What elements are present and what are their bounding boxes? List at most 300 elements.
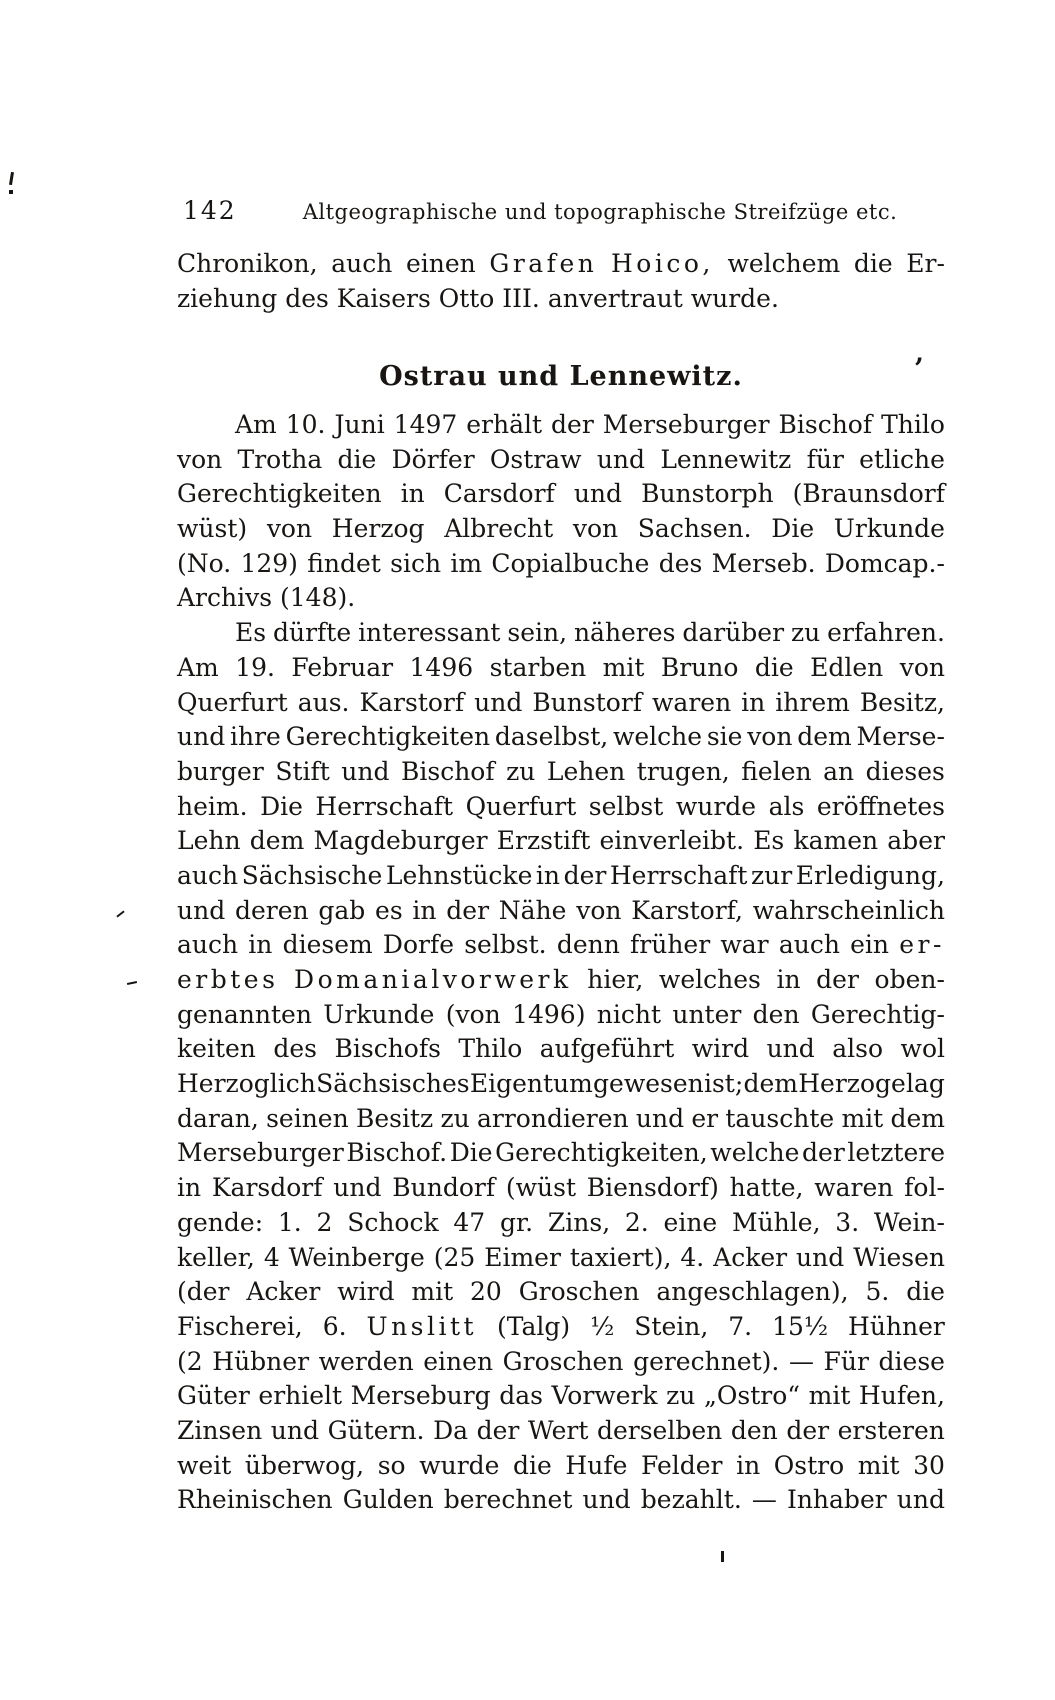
word: oben-	[874, 965, 945, 994]
text-line	[177, 963, 945, 998]
word: deren	[234, 895, 309, 925]
word: an	[823, 756, 855, 786]
text-line	[177, 616, 945, 651]
word: die	[337, 444, 377, 474]
scan-artifact-top-left-stroke	[9, 172, 14, 185]
word: der	[563, 860, 607, 890]
word: (Braunsdorf	[792, 479, 945, 509]
word: 30	[913, 1450, 945, 1480]
word: in	[776, 965, 801, 994]
word: 2.	[624, 1207, 649, 1237]
word: Lehen	[546, 756, 626, 786]
word: dürfte	[273, 618, 352, 648]
word: Urkunde	[833, 514, 945, 544]
word: dieses	[865, 756, 945, 786]
word: hatte,	[729, 1173, 804, 1203]
word: 47	[453, 1207, 486, 1237]
word: Ostraw	[489, 444, 582, 474]
text-line	[177, 1032, 945, 1067]
word: welche	[710, 1138, 800, 1168]
word: Bischof.	[346, 1138, 448, 1168]
word: dem	[890, 1103, 945, 1133]
word: mit	[411, 1277, 454, 1307]
word: welche	[612, 722, 703, 752]
word: aber	[887, 826, 945, 856]
text-line	[177, 1310, 945, 1345]
word: sich	[390, 548, 442, 578]
word: waren	[814, 1173, 894, 1203]
word: er	[691, 1103, 719, 1133]
word: zur	[751, 860, 793, 890]
text-line	[177, 894, 945, 929]
word: ersteren	[837, 1415, 945, 1445]
text-line	[177, 720, 945, 755]
text-line	[177, 1483, 945, 1518]
word: zu	[666, 1381, 696, 1411]
word: 2	[316, 1207, 333, 1237]
word: Vorwerk	[551, 1381, 658, 1411]
word: auch	[778, 930, 840, 960]
word: 1.	[277, 1207, 302, 1237]
text-line	[177, 1171, 945, 1206]
word: selbst	[588, 791, 664, 821]
text-line	[177, 651, 945, 686]
word: Sachsen.	[637, 514, 752, 544]
word: Inhaber	[786, 1485, 887, 1515]
word: Wiesen	[853, 1242, 945, 1272]
word: gab	[318, 895, 366, 925]
scan-artifact-left-margin-tick	[116, 910, 124, 917]
word: im	[450, 548, 483, 578]
word: auch	[177, 930, 239, 960]
word: fielen	[741, 756, 812, 786]
word: der	[476, 1415, 520, 1445]
word: daselbst,	[494, 722, 609, 752]
text-line	[177, 755, 945, 790]
text-line	[177, 686, 945, 721]
word: Bundorf	[392, 1173, 496, 1203]
word: Merseburger	[602, 410, 770, 439]
word: gr.	[499, 1207, 534, 1237]
word: findet	[307, 548, 381, 578]
word: ihre	[229, 722, 281, 752]
word: trugen,	[636, 756, 730, 786]
word: Domcap.-	[824, 548, 945, 578]
word: berechnet	[443, 1485, 573, 1515]
word: Merseburg	[350, 1381, 491, 1411]
text-line	[177, 1379, 945, 1414]
word: Karstorf	[359, 687, 465, 717]
word: war	[720, 930, 769, 960]
word: und	[474, 687, 523, 717]
word: 5.	[865, 1277, 890, 1307]
text-line	[177, 408, 945, 443]
word: diesem	[282, 930, 373, 960]
word: Groschen	[502, 1346, 624, 1376]
word: wird	[691, 1034, 750, 1064]
word: etliche	[859, 444, 945, 474]
word: darüber	[682, 618, 785, 648]
word: Bischof	[401, 756, 495, 786]
word: keller,	[177, 1242, 255, 1272]
word: Dörfer	[391, 444, 475, 474]
word: von	[572, 514, 619, 544]
word: von	[266, 514, 313, 544]
word: keiten	[177, 1034, 256, 1064]
word: Merseburger	[177, 1138, 344, 1168]
word: Hufe	[565, 1450, 628, 1480]
body-paragraphs	[177, 408, 945, 1518]
emphasized-word: erbtes	[177, 965, 279, 994]
word: Bunstorph	[641, 479, 774, 509]
word: der	[816, 965, 859, 994]
word: Die	[449, 1138, 493, 1168]
text-line	[177, 1275, 945, 1310]
word: sein,	[507, 618, 568, 648]
emphasized-word: Hoico,	[610, 249, 714, 278]
word: dem	[249, 826, 305, 856]
word: von	[576, 895, 622, 925]
word: auch	[177, 860, 239, 890]
word: Carsdorf	[443, 479, 555, 509]
scan-artifact-left-margin-dash	[127, 981, 137, 985]
word: in	[177, 1173, 202, 1203]
word: Stein,	[634, 1311, 709, 1341]
word: in	[535, 860, 561, 890]
emphasized-word: Domanialvorwerk	[294, 965, 572, 994]
word: eine	[663, 1207, 718, 1237]
word: Es	[235, 618, 267, 648]
word: arrondieren	[477, 1103, 629, 1133]
word: 4	[263, 1242, 280, 1272]
word: selbst.	[464, 930, 547, 960]
word: Acker	[246, 1277, 321, 1307]
word: in	[741, 687, 766, 717]
word: zu	[440, 1103, 470, 1133]
word: dem	[743, 1069, 799, 1099]
word: eröffnetes	[816, 791, 945, 821]
word: dem	[797, 722, 852, 752]
intro-paragraph	[177, 247, 945, 316]
word: denn	[556, 930, 620, 960]
text-line: Archivs (148).	[177, 583, 356, 613]
word: Stift	[275, 756, 330, 786]
word: Herzoglich	[177, 1069, 316, 1099]
word: hier,	[587, 965, 644, 994]
text-line	[177, 547, 945, 582]
word: in	[248, 930, 273, 960]
word: der	[802, 1138, 845, 1168]
word: Am	[235, 410, 277, 439]
word: 3.	[835, 1207, 860, 1237]
word: erfahren.	[827, 618, 945, 648]
word: 6.	[322, 1311, 347, 1341]
word: Lehn	[177, 826, 241, 856]
word: aus.	[297, 687, 350, 717]
word: und	[596, 444, 646, 474]
word: Magdeburger	[313, 826, 488, 856]
word: von	[899, 652, 945, 682]
word: und	[177, 895, 226, 925]
word: 1497	[393, 410, 458, 439]
word: des	[658, 548, 703, 578]
word: als	[768, 791, 805, 821]
emphasized-word: Grafen	[489, 249, 598, 278]
word: seinen	[266, 1103, 349, 1133]
word: Herrschaft	[609, 860, 748, 890]
word: (der	[177, 1277, 230, 1307]
word: gewesen	[593, 1069, 704, 1099]
word: Gulden	[342, 1485, 434, 1515]
scan-artifact-top-left-dot	[9, 190, 13, 194]
word: wird	[337, 1277, 395, 1307]
word: Erzstift	[496, 826, 591, 856]
word: Für	[823, 1346, 869, 1376]
word: der	[446, 895, 490, 925]
word: den	[730, 1415, 778, 1445]
word: sie	[706, 722, 743, 752]
word: starben	[489, 652, 587, 682]
text-line	[177, 1102, 945, 1137]
word: Albrecht	[444, 514, 554, 544]
word: 10.	[285, 410, 326, 439]
word: Güter	[177, 1381, 250, 1411]
word: Merseb.	[711, 548, 816, 578]
word: und	[270, 1415, 319, 1445]
text-line	[177, 1206, 945, 1241]
word: und	[635, 1103, 685, 1133]
word: weit	[177, 1450, 232, 1480]
word: auch	[331, 249, 393, 278]
word: tauschte	[725, 1103, 835, 1133]
word: Hübner	[212, 1346, 310, 1376]
word: Gerechtigkeiten	[177, 479, 382, 509]
word: mit	[808, 1381, 851, 1411]
word: Acker	[713, 1242, 788, 1272]
word: Dorfe	[382, 930, 454, 960]
word: und	[333, 1173, 382, 1203]
running-title: Altgeographische und topographische Streifzüge etc.	[302, 200, 898, 224]
word: es	[375, 895, 403, 925]
word: Trotha	[237, 444, 323, 474]
word: (wüst	[505, 1173, 576, 1203]
word: und	[896, 1485, 945, 1515]
word: „Ostro“	[703, 1381, 801, 1411]
word: früher	[630, 930, 711, 960]
word: (2	[177, 1346, 203, 1376]
word: Querfurt	[465, 791, 577, 821]
word: das	[499, 1381, 543, 1411]
word: Groschen	[518, 1277, 640, 1307]
word: Hufen,	[858, 1381, 945, 1411]
word: gende:	[177, 1207, 264, 1237]
word: Wert	[527, 1415, 589, 1445]
text-line	[177, 1067, 945, 1102]
word: Herzoge	[798, 1069, 906, 1099]
word: Edlen	[810, 652, 884, 682]
word: Felder	[640, 1450, 723, 1480]
word: 20	[470, 1277, 502, 1307]
word: derselben	[596, 1415, 723, 1445]
word: die	[853, 249, 893, 278]
word: näheres	[573, 618, 676, 648]
text-line	[177, 1241, 945, 1276]
word: Juni	[334, 410, 385, 439]
word: in	[736, 1450, 761, 1480]
text-line	[177, 477, 945, 512]
word: der	[551, 410, 594, 439]
word: daran,	[177, 1103, 259, 1133]
word: taxiert),	[569, 1242, 672, 1272]
text-line: ziehung des Kaisers Otto III. anvertraut wurde.	[177, 283, 779, 313]
word: erhält	[466, 410, 543, 439]
word: waren	[652, 687, 732, 717]
word: Sächsische	[241, 860, 383, 890]
word: welches	[658, 965, 761, 994]
text-line	[177, 1136, 945, 1171]
word: Schock	[347, 1207, 439, 1237]
word: Fischerei,	[177, 1311, 303, 1341]
word: wol	[900, 1034, 945, 1064]
text-line	[177, 790, 945, 825]
word: und	[796, 1242, 845, 1272]
word: Besitz	[355, 1103, 434, 1133]
word: lag	[906, 1069, 945, 1099]
word: ist;	[703, 1069, 744, 1099]
text-line	[177, 512, 945, 547]
text-line	[177, 1449, 945, 1484]
word: Zins,	[547, 1207, 611, 1237]
word: 129)	[240, 548, 298, 578]
word: Gerechtigkeiten,	[495, 1138, 708, 1168]
word: in	[400, 479, 425, 509]
word: und	[582, 1485, 631, 1515]
word: wahrscheinlich	[752, 895, 945, 925]
word: wurde	[675, 791, 757, 821]
word: 1496	[409, 652, 474, 682]
word: Die	[771, 514, 815, 544]
word: Merse-	[856, 722, 945, 752]
word: einverleibt.	[599, 826, 745, 856]
word: Copialbuche	[491, 548, 650, 578]
margin-apostrophe-mark: ’	[914, 352, 924, 385]
word: heim.	[177, 791, 248, 821]
text-line	[177, 824, 945, 859]
word: wurde	[419, 1450, 500, 1480]
word: 7.	[728, 1311, 753, 1341]
word: (Talg)	[497, 1311, 571, 1341]
word: interessant	[358, 618, 501, 648]
word: Ostro	[773, 1450, 845, 1480]
word: Bischof	[778, 410, 873, 439]
word: die	[513, 1450, 552, 1480]
word: Weinberge	[288, 1242, 425, 1272]
word: genannten	[177, 999, 312, 1029]
emphasized-word: Unslitt	[366, 1311, 478, 1341]
word: Herrschaft	[315, 791, 454, 821]
word: mit	[602, 652, 645, 682]
text-line	[177, 247, 945, 282]
word: Eigentum	[469, 1069, 593, 1099]
word: Lehnstücke	[385, 860, 533, 890]
word: 15½	[772, 1311, 829, 1341]
word: Bunstorf	[532, 687, 643, 717]
word: Lennewitz	[660, 444, 792, 474]
word: und	[341, 756, 390, 786]
word: 19.	[235, 652, 275, 682]
word: Hühner	[848, 1311, 945, 1341]
word: Biensdorf)	[586, 1173, 719, 1203]
word: unter	[672, 999, 742, 1029]
word: Er-	[906, 249, 945, 278]
emphasized-word: er-	[899, 930, 945, 960]
word: Februar	[291, 652, 394, 682]
word: (von	[445, 999, 501, 1029]
word: und	[177, 722, 226, 752]
word: Karstorf,	[631, 895, 743, 925]
word: Chronikon,	[177, 249, 318, 278]
word: wüst)	[177, 514, 248, 544]
word: für	[806, 444, 844, 474]
word: Thilo	[881, 410, 945, 439]
text-line	[177, 1414, 945, 1449]
word: Thilo	[458, 1034, 523, 1064]
word: —	[788, 1346, 814, 1376]
word: Wein-	[873, 1207, 945, 1237]
word: ein	[850, 930, 890, 960]
word: Es	[753, 826, 785, 856]
text-line	[177, 859, 945, 894]
word: aufgeführt	[539, 1034, 675, 1064]
word: mit	[857, 1450, 900, 1480]
word: fol-	[904, 1173, 945, 1203]
word: einen	[405, 249, 476, 278]
word: diese	[878, 1346, 945, 1376]
word: einen	[423, 1346, 494, 1376]
word: Querfurt	[177, 687, 288, 717]
word: Gerechtigkeiten	[285, 722, 491, 752]
word: Eimer	[484, 1242, 561, 1272]
word: Nähe	[498, 895, 567, 925]
running-header	[183, 197, 951, 225]
word: Urkunde	[323, 999, 435, 1029]
word: erhielt	[258, 1381, 343, 1411]
word: burger	[177, 756, 264, 786]
word: nicht	[596, 999, 662, 1029]
word: den	[752, 999, 800, 1029]
text-line	[177, 928, 945, 963]
word: zu	[790, 618, 821, 648]
word: Bruno	[660, 652, 739, 682]
word: überwog,	[244, 1450, 365, 1480]
word: Zinsen	[177, 1415, 263, 1445]
scan-artifact-bottom-tick	[721, 1551, 724, 1562]
word: 1496)	[512, 999, 586, 1029]
word: der	[786, 1415, 830, 1445]
word: Gerechtig-	[810, 999, 945, 1029]
word: so	[377, 1450, 406, 1480]
word: Bischofs	[334, 1034, 441, 1064]
word: angeschlagen),	[656, 1277, 849, 1307]
word: Gütern.	[327, 1415, 425, 1445]
text-line	[177, 443, 945, 478]
text-line	[177, 1345, 945, 1380]
word: zu	[506, 756, 536, 786]
word: also	[832, 1034, 884, 1064]
word: Herzog	[331, 514, 425, 544]
word: Da	[433, 1415, 469, 1445]
word: von	[177, 444, 223, 474]
